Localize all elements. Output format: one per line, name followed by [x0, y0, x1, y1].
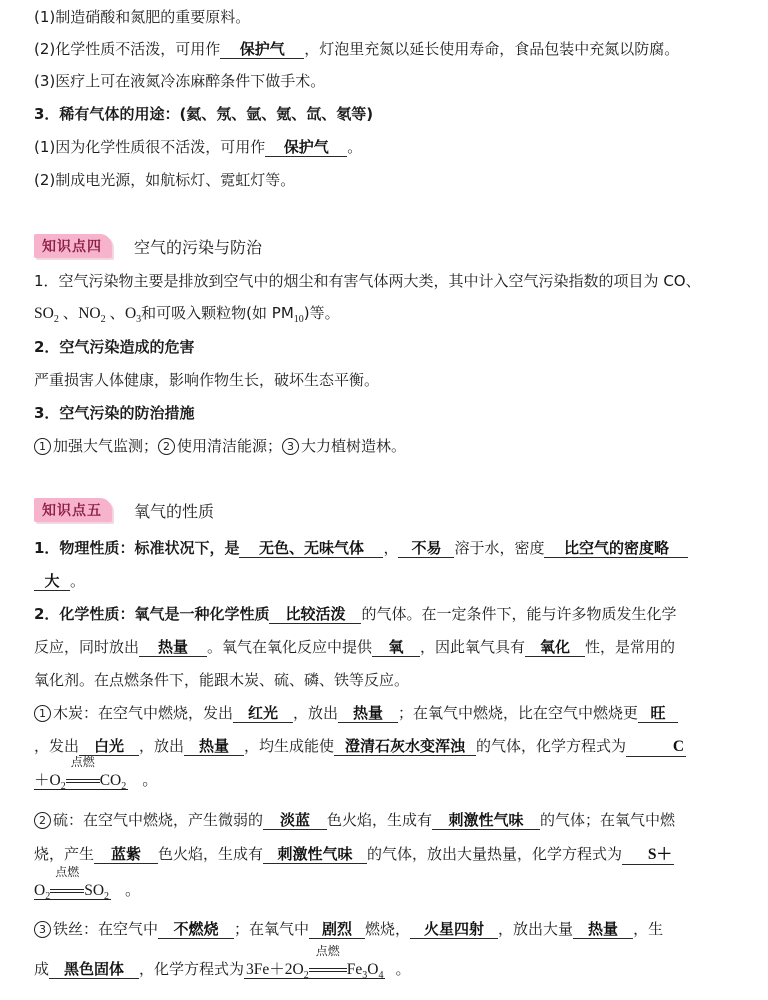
text: 加强大气监测；	[53, 437, 159, 455]
text: ，生	[633, 920, 664, 938]
text: 1．空气污染物主要是排放到空气中的烟尘和有害气体两大类，其中计入空气污染指数的项目为 CO、	[34, 272, 701, 290]
text: 的气体，化学方程式为	[476, 737, 627, 755]
equals-sign	[309, 968, 347, 972]
text: 反应，同时放出	[34, 638, 140, 656]
reaction-condition: 点燃	[55, 865, 80, 879]
answer-blank: 不易	[398, 539, 454, 558]
noble-gas-use-1	[34, 136, 748, 158]
text: ，因此氧气具有	[420, 638, 526, 656]
oxygen-chemical-cont2	[34, 669, 748, 691]
subscript: 3	[136, 314, 142, 326]
text: ，发出	[34, 737, 80, 755]
text: 严重损害人体健康，影响作物生长，破坏生态平衡。	[34, 371, 380, 389]
answer-blank: S＋	[622, 846, 674, 865]
sulfur-equation	[34, 865, 748, 908]
iron-reaction	[34, 918, 748, 940]
subscript: 2	[100, 314, 106, 326]
text: (1)制造硝酸和氮肥的重要原料。	[34, 8, 251, 26]
oxygen-physical	[34, 537, 748, 559]
equation-blank	[34, 865, 111, 903]
answer-blank: 黑色固体	[49, 960, 139, 979]
pollution-harm-text	[34, 369, 748, 391]
text: 。	[70, 572, 86, 590]
text: 溶于水，密度	[454, 539, 545, 557]
text: 使用清洁能源；	[177, 437, 283, 455]
text: ＋O	[34, 772, 61, 789]
reaction-arrow	[50, 865, 84, 902]
section-title: 氧气的性质	[134, 501, 215, 521]
text: CO	[99, 772, 122, 789]
answer-blank: 火星四射	[410, 920, 498, 939]
text: 。	[142, 772, 158, 789]
answer-blank: 红光	[233, 704, 293, 723]
nitrogen-use-3	[34, 70, 748, 92]
text: (3)医疗上可在液氮冷冻麻醉条件下做手术。	[34, 72, 326, 90]
reaction-arrow	[309, 944, 347, 981]
text: 的气体，放出大量热量，化学方程式为	[367, 845, 623, 863]
pollution-p1-cont	[34, 302, 748, 331]
text: 性，是常用的	[585, 638, 676, 656]
equation-blank	[244, 944, 385, 982]
text: 3．稀有气体的用途：(氦、氖、氩、氪、氙、氡等)	[34, 105, 374, 123]
text: 氧化剂。在点燃条件下，能跟木炭、硫、磷、铁等反应。	[34, 671, 410, 689]
circled-number: 3	[282, 438, 299, 455]
oxygen-physical-cont	[34, 570, 748, 592]
answer-blank: 热量	[338, 704, 398, 723]
text: ；在氧气中	[234, 920, 310, 938]
text: 、O	[105, 305, 137, 322]
answer-blank: 淡蓝	[263, 811, 327, 830]
equals-sign	[50, 889, 84, 893]
answer-blank: 蓝紫	[94, 845, 158, 864]
oxygen-chemical	[34, 603, 748, 625]
answer-blank: 大	[34, 572, 70, 591]
iron-reaction-cont	[34, 944, 748, 987]
text: 。	[347, 138, 363, 156]
text: 大力植树造林。	[301, 437, 407, 455]
text: SO	[84, 882, 105, 899]
section-title: 空气的污染与防治	[134, 237, 263, 257]
section-heading	[34, 233, 262, 259]
answer-blank: 热量	[573, 920, 633, 939]
text: 的气体；在氧气中燃	[540, 811, 676, 829]
text: 硫：在空气中燃烧，产生微弱的	[53, 811, 264, 829]
circled-number: 1	[34, 438, 51, 455]
noble-gas-heading	[34, 103, 748, 125]
circled-number: 2	[158, 438, 175, 455]
text: SO	[34, 305, 54, 322]
text: )等。	[303, 304, 340, 322]
text: 的气体。在一定条件下，能与许多物质发生化学	[361, 605, 677, 623]
text: 。	[125, 882, 141, 899]
answer-blank: 保护气	[220, 40, 304, 59]
text: (2)化学性质不活泼，可用作	[34, 40, 221, 58]
answer-blank: 刺激性气味	[263, 845, 367, 864]
answer-blank: 剧烈	[309, 920, 365, 939]
text: ；在氧气中燃烧，比在空气中燃烧更	[398, 704, 639, 722]
text: 1．物理性质：标准状况下，是	[34, 539, 240, 557]
answer-blank: 不燃烧	[158, 920, 234, 939]
answer-blank: 热量	[184, 737, 244, 756]
nitrogen-use-2	[34, 38, 748, 60]
text: 2．空气污染造成的危害	[34, 338, 195, 356]
answer-blank: 刺激性气味	[432, 811, 540, 830]
text: 3Fe＋2O	[246, 961, 304, 978]
sulfur-reaction-cont	[34, 843, 748, 865]
pollution-prevention-heading	[34, 402, 748, 424]
text: 。氧气在氧化反应中提供	[207, 638, 373, 656]
answer-blank: 比空气的密度略	[544, 539, 688, 558]
text: O	[367, 961, 379, 978]
circled-number: 2	[34, 812, 51, 829]
text: 。	[395, 960, 411, 978]
subscript: 10	[293, 314, 304, 326]
answer-blank: 氧	[372, 638, 420, 657]
circled-number: 3	[34, 921, 51, 938]
section-heading	[34, 497, 214, 523]
subscript: 3	[362, 970, 368, 982]
answer-blank: 保护气	[265, 138, 347, 157]
text: (2)制成电光源，如航标灯、霓虹灯等。	[34, 171, 296, 189]
answer-blank: 比较活泼	[269, 605, 361, 624]
oxygen-chemical-cont	[34, 636, 748, 658]
text: ，放出	[293, 704, 339, 722]
subscript: 4	[378, 970, 384, 982]
subscript: 2	[45, 891, 51, 903]
subscript: 2	[104, 891, 110, 903]
text: ，均生成能使	[244, 737, 335, 755]
charcoal-reaction-cont	[34, 735, 748, 757]
text: 2．化学性质：氧气是一种化学性质	[34, 605, 270, 623]
answer-blank: 白光	[79, 737, 139, 756]
equation-blank	[34, 755, 128, 793]
reaction-arrow	[66, 755, 100, 792]
subscript: 2	[303, 970, 309, 982]
answer-blank: 旺	[638, 704, 678, 723]
text: 成	[34, 960, 50, 978]
text: (1)因为化学性质很不活泼，可用作	[34, 138, 266, 156]
answer-blank: 热量	[139, 638, 207, 657]
equals-sign	[66, 779, 100, 783]
circled-number: 1	[34, 705, 51, 722]
pollution-prevention-list	[34, 435, 748, 457]
text: ，化学方程式为	[139, 960, 245, 978]
text: 色火焰，生成有	[158, 845, 264, 863]
text: 烧，产生	[34, 845, 95, 863]
subscript: 2	[121, 781, 127, 793]
text: 、NO	[58, 305, 101, 322]
text: 燃烧，	[365, 920, 411, 938]
answer-blank: 无色、无味气体	[239, 539, 383, 558]
text: Fe	[346, 961, 363, 978]
text: 和可吸入颗粒物(如 PM	[141, 304, 294, 322]
noble-gas-use-2	[34, 169, 748, 191]
text: ，	[383, 539, 399, 557]
answer-blank: C	[626, 738, 686, 757]
subscript: 2	[60, 781, 66, 793]
answer-blank: 澄清石灰水变浑浊	[334, 737, 476, 756]
reaction-condition: 点燃	[70, 755, 95, 769]
text: O	[34, 882, 46, 899]
text: 铁丝：在空气中	[53, 920, 159, 938]
knowledge-point-badge: 知识点四	[34, 234, 112, 258]
charcoal-equation	[34, 755, 748, 798]
charcoal-reaction	[34, 702, 748, 724]
reaction-condition: 点燃	[315, 944, 340, 958]
text: ，放出大量	[498, 920, 574, 938]
answer-blank: 氧化	[525, 638, 585, 657]
text: ，放出	[139, 737, 185, 755]
sulfur-reaction	[34, 809, 748, 831]
text: 3．空气污染的防治措施	[34, 404, 195, 422]
subscript: 2	[53, 314, 59, 326]
nitrogen-use-1	[34, 6, 748, 28]
text: ，灯泡里充氮以延长使用寿命，食品包装中充氮以防腐。	[304, 40, 680, 58]
text: 色火焰，生成有	[327, 811, 433, 829]
knowledge-point-badge: 知识点五	[34, 498, 112, 522]
pollution-p1	[34, 270, 748, 292]
text: 木炭：在空气中燃烧，发出	[53, 704, 234, 722]
pollution-harm-heading	[34, 336, 748, 358]
